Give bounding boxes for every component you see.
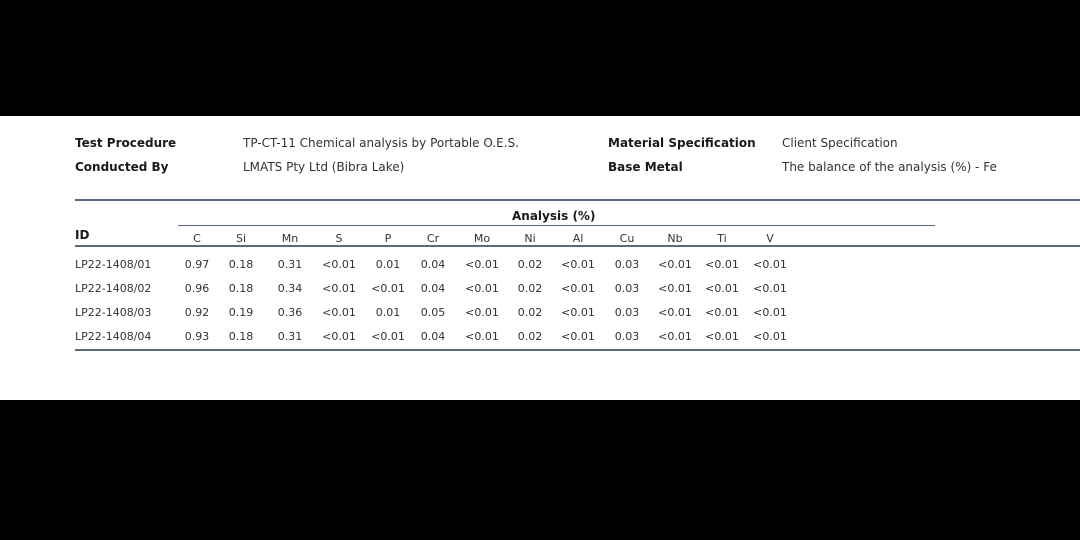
element-header-cu: Cu bbox=[619, 232, 635, 245]
table-cell: 0.92 bbox=[184, 306, 210, 319]
element-header-mn: Mn bbox=[281, 232, 299, 245]
element-header-mo: Mo bbox=[473, 232, 491, 245]
table-cell: <0.01 bbox=[561, 330, 595, 343]
table-cell: <0.01 bbox=[561, 258, 595, 271]
element-header-si: Si bbox=[235, 232, 247, 245]
table-cell: 0.31 bbox=[277, 330, 303, 343]
table-cell: <0.01 bbox=[753, 258, 787, 271]
element-header-ni: Ni bbox=[524, 232, 536, 245]
element-header-s: S bbox=[335, 232, 343, 245]
table-cell: <0.01 bbox=[322, 330, 356, 343]
element-header-v: V bbox=[766, 232, 774, 245]
table-cell: 0.04 bbox=[420, 282, 446, 295]
table-cell: 0.02 bbox=[517, 258, 543, 271]
test-procedure-label: Test Procedure bbox=[75, 136, 177, 150]
table-cell: <0.01 bbox=[705, 258, 739, 271]
table-cell: 0.31 bbox=[277, 258, 303, 271]
report-sheet bbox=[0, 116, 1080, 400]
row-id: LP22-1408/03 bbox=[75, 306, 152, 319]
table-cell: 0.36 bbox=[277, 306, 303, 319]
table-cell: <0.01 bbox=[322, 258, 356, 271]
table-cell: <0.01 bbox=[705, 330, 739, 343]
row-id: LP22-1408/04 bbox=[75, 330, 152, 343]
material-spec-label: Material Specification bbox=[608, 136, 756, 150]
element-header-cr: Cr bbox=[426, 232, 440, 245]
table-cell: 0.19 bbox=[228, 306, 254, 319]
table-cell: <0.01 bbox=[658, 258, 692, 271]
base-metal-label: Base Metal bbox=[608, 160, 683, 174]
table-cell: 0.03 bbox=[614, 282, 640, 295]
element-header-ti: Ti bbox=[717, 232, 727, 245]
table-cell: 0.18 bbox=[228, 330, 254, 343]
table-cell: <0.01 bbox=[371, 282, 405, 295]
table-cell: 0.02 bbox=[517, 306, 543, 319]
header-bottom-rule bbox=[75, 245, 1080, 247]
id-header: ID bbox=[75, 228, 90, 242]
table-cell: <0.01 bbox=[705, 282, 739, 295]
material-spec-value: Client Specification bbox=[782, 136, 898, 150]
table-cell: 0.02 bbox=[517, 330, 543, 343]
table-cell: <0.01 bbox=[658, 282, 692, 295]
table-cell: 0.18 bbox=[228, 282, 254, 295]
table-cell: <0.01 bbox=[465, 258, 499, 271]
row-id: LP22-1408/02 bbox=[75, 282, 152, 295]
element-header-c: C bbox=[193, 232, 201, 245]
conducted-by-label: Conducted By bbox=[75, 160, 169, 174]
test-procedure-value: TP-CT-11 Chemical analysis by Portable O.E.S. bbox=[243, 136, 519, 150]
table-cell: 0.97 bbox=[184, 258, 210, 271]
table-cell: <0.01 bbox=[561, 306, 595, 319]
element-header-nb: Nb bbox=[667, 232, 683, 245]
element-header-p: P bbox=[384, 232, 392, 245]
table-cell: 0.02 bbox=[517, 282, 543, 295]
table-cell: <0.01 bbox=[705, 306, 739, 319]
table-cell: 0.03 bbox=[614, 306, 640, 319]
table-cell: 0.18 bbox=[228, 258, 254, 271]
element-header-al: Al bbox=[572, 232, 584, 245]
table-cell: <0.01 bbox=[658, 330, 692, 343]
table-cell: <0.01 bbox=[322, 282, 356, 295]
table-cell: 0.96 bbox=[184, 282, 210, 295]
table-cell: <0.01 bbox=[753, 282, 787, 295]
analysis-title: Analysis (%) bbox=[512, 209, 596, 223]
table-cell: <0.01 bbox=[753, 330, 787, 343]
table-cell: 0.03 bbox=[614, 258, 640, 271]
table-cell: 0.05 bbox=[420, 306, 446, 319]
table-cell: 0.04 bbox=[420, 330, 446, 343]
table-cell: 0.01 bbox=[375, 258, 401, 271]
row-id: LP22-1408/01 bbox=[75, 258, 152, 271]
base-metal-value: The balance of the analysis (%) - Fe bbox=[782, 160, 997, 174]
table-cell: <0.01 bbox=[322, 306, 356, 319]
top-rule bbox=[75, 199, 1080, 201]
table-cell: 0.03 bbox=[614, 330, 640, 343]
table-cell: <0.01 bbox=[561, 282, 595, 295]
table-cell: 0.04 bbox=[420, 258, 446, 271]
table-cell: <0.01 bbox=[465, 330, 499, 343]
table-cell: <0.01 bbox=[753, 306, 787, 319]
table-cell: <0.01 bbox=[465, 306, 499, 319]
analysis-underline bbox=[178, 225, 935, 226]
conducted-by-value: LMATS Pty Ltd (Bibra Lake) bbox=[243, 160, 405, 174]
table-cell: <0.01 bbox=[465, 282, 499, 295]
table-cell: 0.01 bbox=[375, 306, 401, 319]
table-cell: 0.93 bbox=[184, 330, 210, 343]
table-bottom-rule bbox=[75, 349, 1080, 351]
table-cell: <0.01 bbox=[371, 330, 405, 343]
table-cell: <0.01 bbox=[658, 306, 692, 319]
table-cell: 0.34 bbox=[277, 282, 303, 295]
